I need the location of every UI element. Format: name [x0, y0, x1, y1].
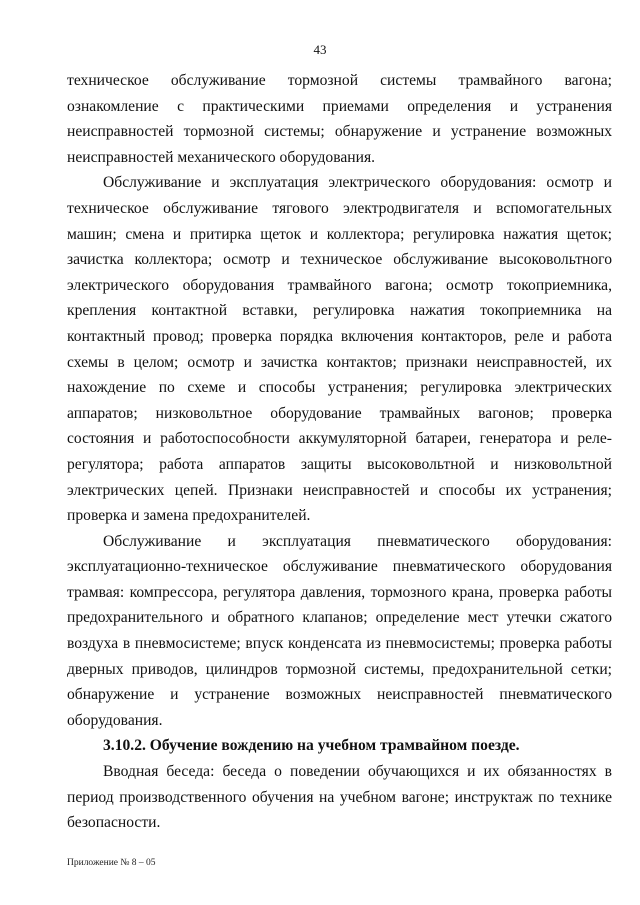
document-body	[67, 68, 612, 836]
paragraph-brake-maintenance: техническое обслуживание тормозной системы трамвайного вагона; ознакомление с практическими приемами определения и устранения неисправностей тормозной системы; обнаружение и устранение возможных неисправностей механического оборудования.	[67, 72, 612, 166]
paragraph-electrical-equipment: Обслуживание и эксплуатация электрического оборудования: осмотр и техническое обслуживание тягового электродвигателя и вспомогательных машин; смена и притирка щеток и коллектора; регулировка нажатия щеток; зачистка коллектора; осмотр и техническое обслуживание высоковольтного электрического оборудования трамвайного вагона; осмотр токоприемника, крепления контактной вставки, регулировка нажатия токоприемника на контактный провод; проверка порядка включения контакторов, реле и работа схемы в целом; осмотр и зачистка контактов; признаки неисправностей, их нахождение по схеме и способы устранения; регулировка электрических аппаратов; низковольтное оборудование трамвайных вагонов; проверка состояния и работоспособности аккумуляторной батареи, генератора и реле-регулятора; работа аппаратов защиты высоковольтной и низковольтной электрических цепей. Признаки неисправностей и способы их устранения; проверка и замена предохранителей.	[67, 174, 612, 525]
paragraph-intro-talk: Вводная беседа: беседа о поведении обучающихся и их обязанностях в период производственного обучения на учебном вагоне; инструктаж по технике безопасности.	[67, 763, 612, 832]
page-number: 43	[313, 42, 327, 57]
paragraph-pneumatic-equipment: Обслуживание и эксплуатация пневматического оборудования: эксплуатационно-техническое обслуживание пневматического оборудования трамвая: компрессора, регулятора давления, тормозного крана, проверка работы предохранительного и обратного клапанов; определение мест утечки сжатого воздуха в пневмосистеме; впуск конденсата из пневмосистемы; проверка работы дверных приводов, цилиндров тормозной системы, предохранительной сетки; обнаружение и устранение возможных неисправностей пневматического оборудования.	[67, 532, 612, 729]
footer-appendix-label: Приложение № 8 – 05	[67, 858, 156, 868]
section-heading: 3.10.2. Обучение вождению на учебном трамвайном поезде.	[103, 737, 520, 755]
